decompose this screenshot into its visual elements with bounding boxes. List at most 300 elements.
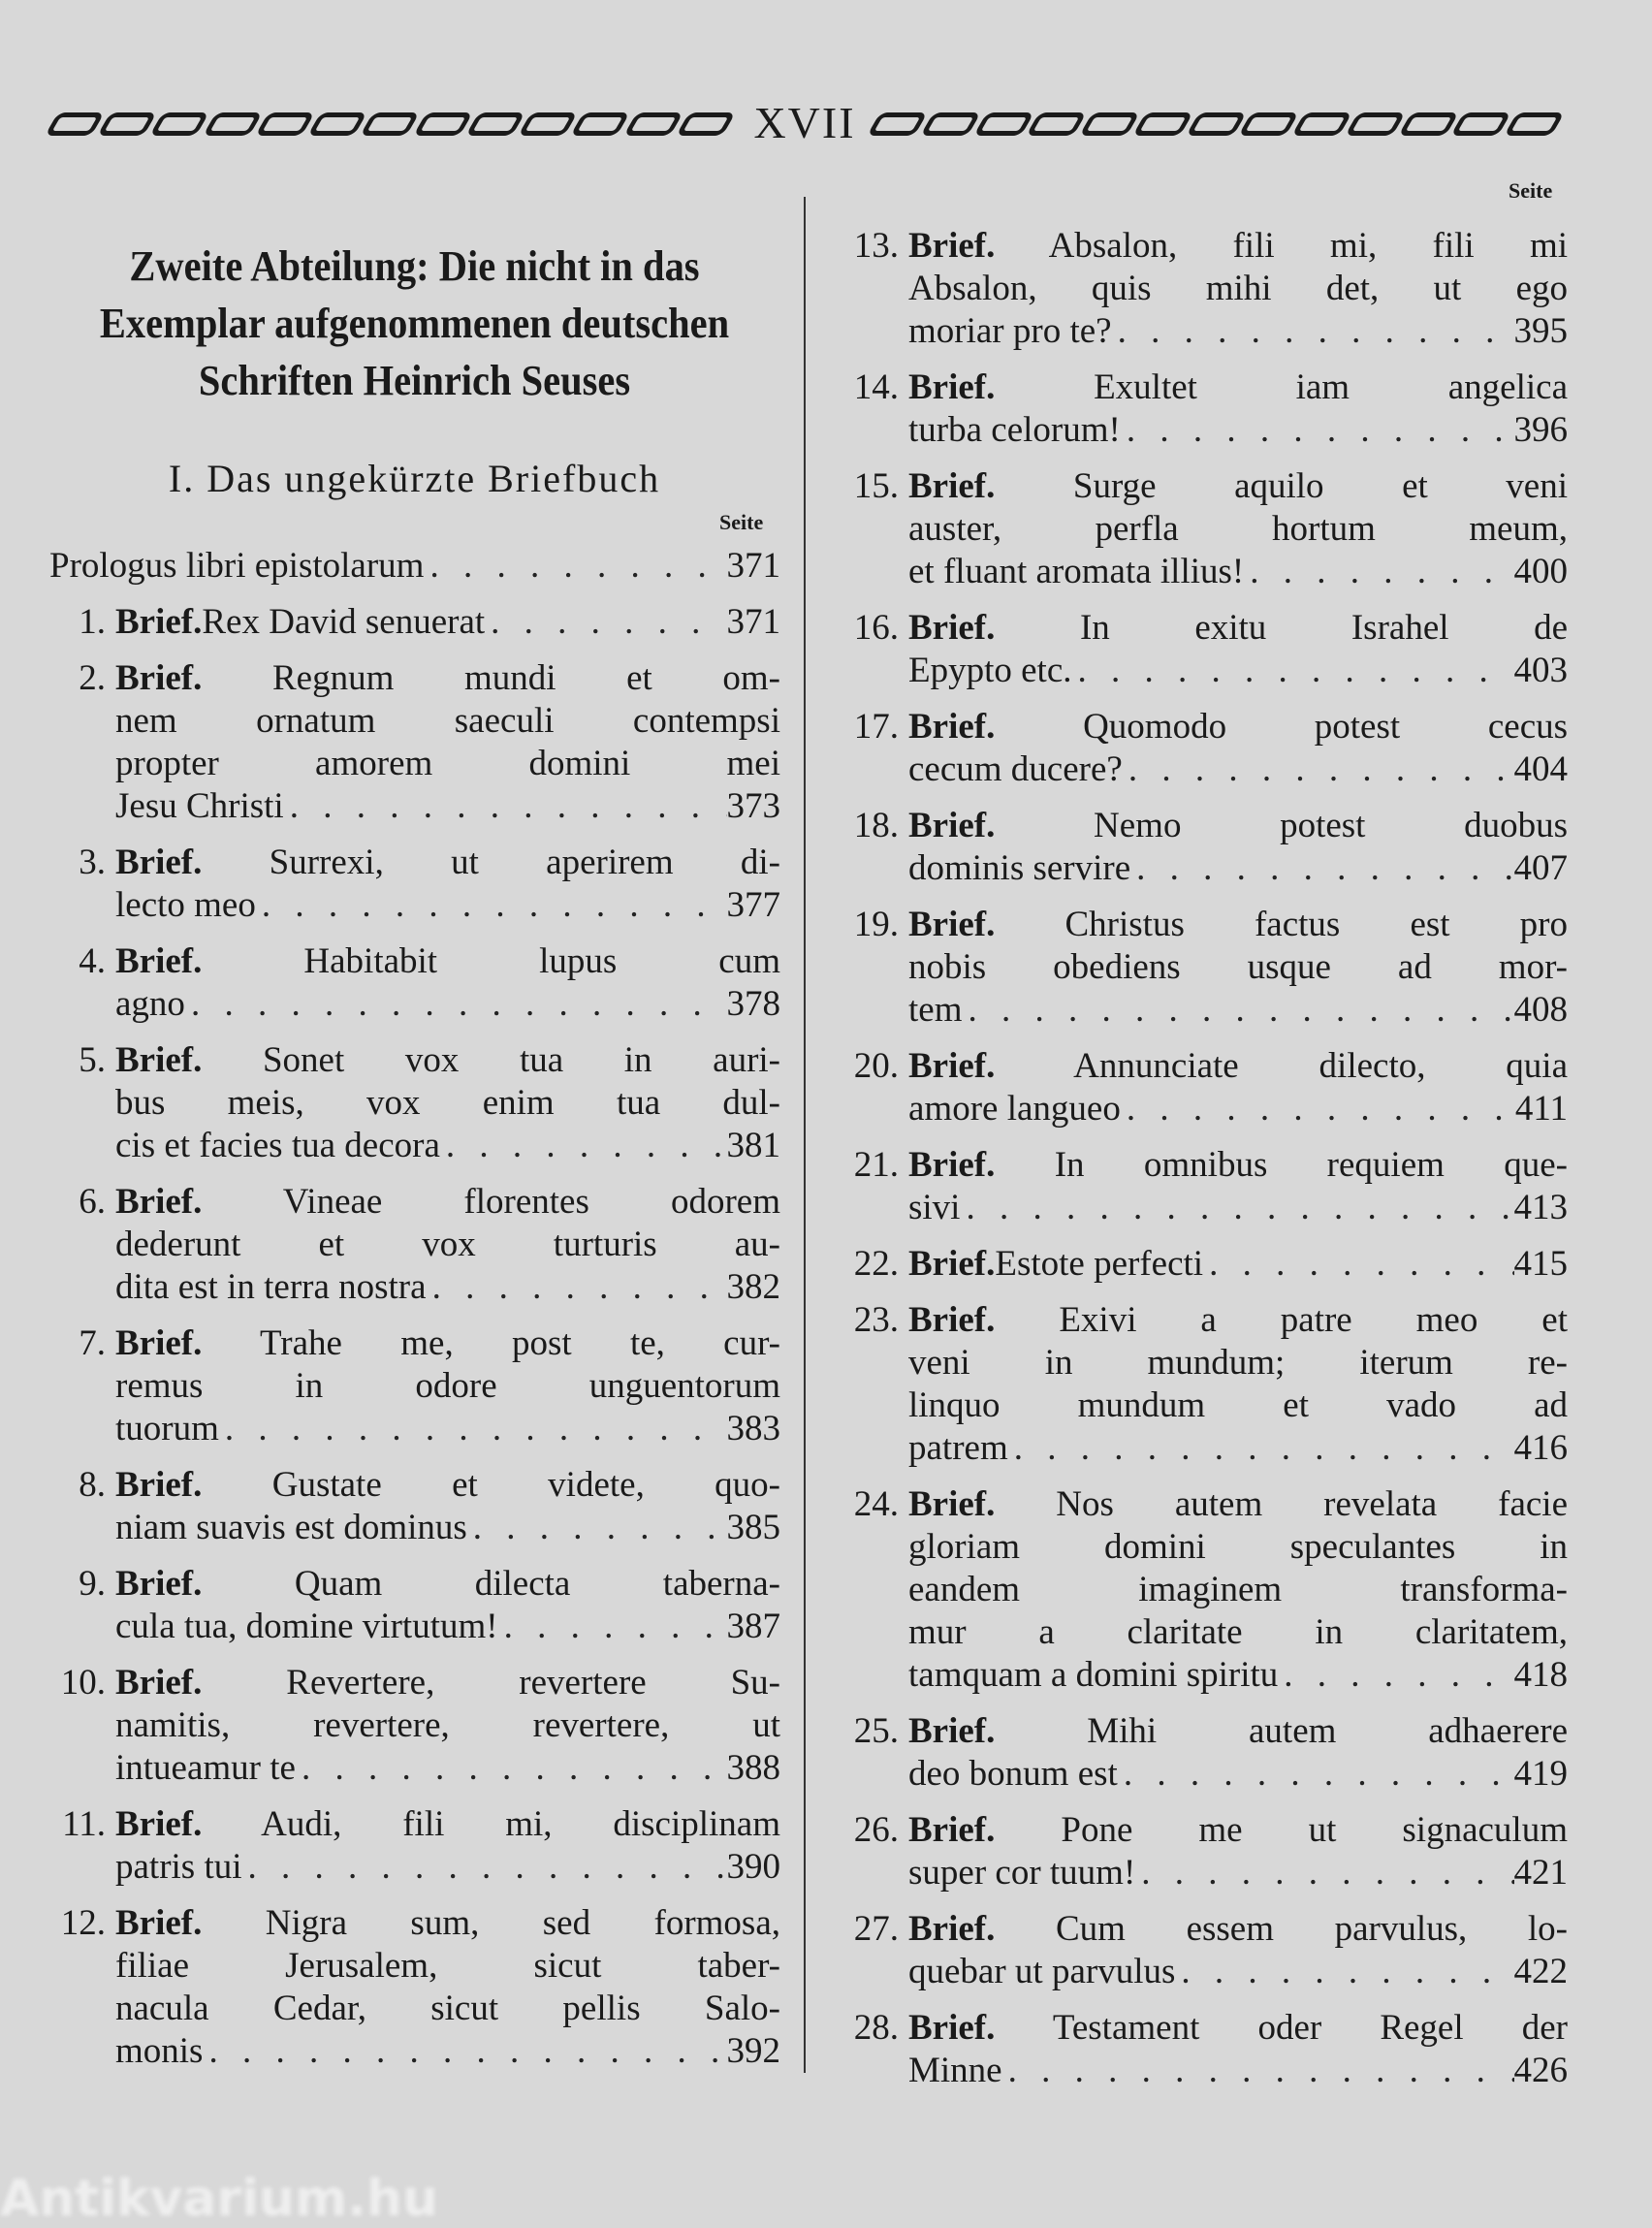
entry-line: [115, 657, 780, 700]
entry-line: [908, 1654, 1568, 1697]
brief-label: Brief.: [115, 658, 203, 698]
toc-entry: [49, 601, 780, 644]
entry-number: 2.: [79, 658, 106, 698]
entry-line: [908, 1710, 1568, 1753]
page-number: XVII: [753, 98, 856, 147]
toc-entry: [833, 1483, 1568, 1697]
entry-text: Regnum mundi et om-: [271, 658, 780, 698]
entry-body: [115, 1181, 780, 1309]
entry-line: [115, 601, 780, 644]
entry-body: [908, 805, 1568, 890]
entry-line: [908, 268, 1568, 310]
brief-label: Brief.: [908, 1244, 996, 1284]
entry-text: Nos autem revelata facie: [1056, 1484, 1569, 1524]
watermark: Antikvarium.hu: [0, 2170, 438, 2228]
entry-text: Exivi a patre meo et: [1059, 1300, 1568, 1340]
entry-body: [908, 607, 1568, 692]
entry-line: [908, 551, 1568, 593]
page-ref: 383: [726, 1409, 780, 1448]
entry-text: Epypto etc.: [908, 651, 1072, 690]
page-ref: 388: [726, 1748, 780, 1788]
entry-number: 4.: [79, 941, 106, 981]
dot-leader: [284, 785, 727, 828]
entry-line: [908, 508, 1568, 551]
entry-line: [908, 1385, 1568, 1427]
dot-leader: [1118, 1753, 1514, 1796]
entry-number: 27.: [853, 1909, 899, 1949]
entry-line: [115, 1563, 780, 1606]
page-ref: 426: [1513, 2051, 1568, 2090]
brief-label: Brief.: [115, 1663, 203, 1703]
entry-body: [908, 706, 1568, 791]
entry-text: remus in odore unguentorum: [115, 1366, 780, 1406]
entry-number: 14.: [853, 367, 899, 407]
ornamental-border-left: [48, 105, 732, 143]
page-ref: 371: [726, 602, 780, 642]
entry-text: Mihi autem adhaerere: [1087, 1711, 1569, 1751]
page-ref: 371: [726, 546, 780, 586]
entry-line: [115, 1039, 780, 1082]
brief-label: Brief.: [115, 1465, 203, 1505]
entry-line: [115, 1507, 780, 1549]
page-ref: 415: [1513, 1244, 1568, 1284]
dot-leader: [467, 1507, 727, 1549]
dot-leader: [485, 601, 726, 644]
entry-number: 26.: [853, 1810, 899, 1850]
entry-text: Surge aquilo et veni: [1072, 466, 1569, 506]
brief-label: Brief.: [908, 2008, 996, 2048]
dot-leader: [1072, 650, 1514, 692]
entry-line: [908, 1342, 1568, 1385]
entry-number: 28.: [853, 2008, 899, 2048]
entry-body: [115, 1464, 780, 1549]
toc-entry-prologus: [49, 545, 780, 588]
dot-leader: [440, 1125, 727, 1167]
brief-label: Brief.: [115, 1323, 203, 1363]
entry-body: [908, 1243, 1568, 1286]
brief-label: Brief.: [908, 466, 996, 506]
entry-body: [908, 225, 1568, 353]
entry-line: [908, 1611, 1568, 1654]
page-ref: 407: [1513, 848, 1568, 888]
dot-leader: [427, 1266, 727, 1309]
entry-body: [908, 2007, 1568, 2092]
entry-text: quebar ut parvulus: [908, 1952, 1176, 1991]
entry-line: [908, 1427, 1568, 1470]
entry-number: 21.: [853, 1145, 899, 1185]
brief-label: Brief.: [115, 941, 203, 981]
entry-text: Absalon, fili mi, fili mi: [1048, 226, 1568, 266]
entry-line: [115, 1704, 780, 1747]
entry-body: [115, 940, 780, 1026]
entry-line: [115, 1846, 780, 1889]
entry-number: 22.: [853, 1244, 899, 1284]
brief-label: Brief.: [115, 1903, 203, 1943]
entry-text: dederunt et vox turturis au-: [115, 1225, 780, 1264]
toc-entry: [49, 1902, 780, 2073]
entry-text: Jesu Christi: [115, 786, 284, 826]
entry-text: mur a claritate in claritatem,: [908, 1612, 1568, 1652]
page-ref: 392: [726, 2031, 780, 2071]
entry-text: Minne: [908, 2051, 1002, 2090]
entry-text: Cum essem parvulus, lo-: [1056, 1909, 1569, 1949]
entry-text: nem ornatum saeculi contempsi: [115, 701, 780, 741]
entry-text: cis et facies tua decora: [115, 1126, 440, 1165]
toc-left-column: [49, 545, 780, 2086]
brief-label: Brief.: [908, 905, 996, 944]
dot-leader: [256, 884, 727, 927]
entry-line: [115, 1606, 780, 1648]
entry-text: bus meis, vox enim tua dul-: [115, 1083, 780, 1123]
entry-text: Nemo potest duobus: [1094, 806, 1568, 845]
entry-line: [115, 1224, 780, 1266]
brief-label: Brief.: [115, 602, 203, 642]
brief-label: Brief.: [908, 1300, 996, 1340]
entry-body: [908, 366, 1568, 452]
entry-number: 5.: [79, 1040, 106, 1080]
seite-label-left: Seite: [719, 510, 764, 534]
toc-entry: [833, 1243, 1568, 1286]
entry-text: eandem imaginem transforma-: [908, 1570, 1568, 1609]
brief-label: Brief.: [115, 1182, 203, 1222]
brief-label: Brief.: [908, 1810, 996, 1850]
entry-text: Vineae florentes odorem: [282, 1182, 780, 1222]
entry-number: 18.: [853, 806, 899, 845]
dot-leader: [1130, 847, 1513, 890]
entry-body: [908, 1809, 1568, 1894]
entry-text: dominis servire: [908, 848, 1131, 888]
dot-leader: [424, 545, 726, 588]
entry-body: [115, 1039, 780, 1167]
entry-text: linquo mundum et vado ad: [908, 1385, 1568, 1425]
toc-entry: [833, 465, 1568, 593]
entry-number: 19.: [853, 905, 899, 944]
entry-text: lecto meo: [115, 885, 256, 925]
dot-leader: [498, 1606, 727, 1648]
entry-number: 1.: [79, 602, 106, 642]
page-ref: 404: [1513, 749, 1568, 789]
toc-entry: [833, 1299, 1568, 1470]
toc-entry: [833, 1144, 1568, 1229]
entry-line: [908, 1951, 1568, 1993]
toc-right-column: [833, 225, 1568, 2106]
page-ref: 373: [726, 786, 780, 826]
entry-body: [908, 1045, 1568, 1130]
subheading: I. Das ungekürzte Briefbuch: [168, 457, 661, 500]
toc-entry: [833, 366, 1568, 452]
entry-text: super cor tuum!: [908, 1853, 1136, 1893]
dot-leader: [1135, 1852, 1513, 1894]
entry-text: Quomodo potest cecus: [1083, 707, 1569, 747]
entry-text: tem: [908, 990, 963, 1030]
page-ref: 382: [726, 1267, 780, 1307]
page-ref: 390: [726, 1847, 780, 1887]
entry-body: [908, 1710, 1568, 1796]
entry-line: [115, 1945, 780, 1988]
entry-line: [908, 904, 1568, 946]
entry-line: [908, 225, 1568, 268]
entry-line: [908, 1753, 1568, 1796]
dot-leader: [962, 989, 1513, 1032]
entry-number: 7.: [79, 1323, 106, 1363]
page-ref: 419: [1513, 1754, 1568, 1794]
entry-line: [115, 1747, 780, 1790]
entry-text: Pone me ut signaculum: [1061, 1810, 1568, 1850]
page-ref: 421: [1513, 1853, 1568, 1893]
entry-line: [908, 1852, 1568, 1894]
toc-entry: [833, 1809, 1568, 1894]
entry-line: [908, 2007, 1568, 2050]
page-ref: 396: [1513, 410, 1568, 450]
entry-number: 9.: [79, 1564, 106, 1604]
dot-leader: [203, 2030, 726, 2073]
entry-line: [908, 1526, 1568, 1569]
entry-text: deo bonum est: [908, 1754, 1118, 1794]
entry-line: [908, 847, 1568, 890]
entry-text: Revertere, revertere Su-: [286, 1663, 781, 1703]
entry-line: [115, 743, 780, 785]
entry-text: Audi, fili mi, disciplinam: [261, 1804, 780, 1844]
page-ref: 387: [726, 1607, 780, 1646]
toc-entry: [49, 1662, 780, 1790]
entry-line: [908, 1908, 1568, 1951]
entry-text: Testament oder Regel der: [1052, 2008, 1568, 2048]
entry-line: [908, 1299, 1568, 1342]
brief-label: Brief.: [908, 367, 996, 407]
brief-label: Brief.: [115, 1564, 203, 1604]
entry-line: [908, 748, 1568, 791]
entry-line: [115, 1365, 780, 1408]
entry-line: [908, 1809, 1568, 1852]
dot-leader: [960, 1187, 1513, 1229]
entry-line: [115, 842, 780, 884]
entry-text: Nigra sum, sed formosa,: [265, 1903, 780, 1943]
section-title-line: Zweite Abteilung: Die nicht in das: [129, 242, 700, 290]
entry-line: [908, 366, 1568, 409]
entry-text: veni in mundum; iterum re-: [908, 1343, 1568, 1383]
brief-label: Brief.: [908, 1046, 996, 1086]
toc-entry: [49, 1322, 780, 1450]
entry-text: amore langueo: [908, 1089, 1121, 1129]
entry-number: 24.: [853, 1484, 899, 1524]
brief-label: Brief.: [908, 806, 996, 845]
entry-number: 15.: [853, 466, 899, 506]
entry-title: Prologus libri epistolarum: [49, 546, 425, 586]
entry-text: turba celorum!: [908, 410, 1121, 450]
entry-text: dita est in terra nostra: [115, 1267, 427, 1307]
entry-text: auster, perfla hortum meum,: [908, 509, 1568, 549]
dot-leader: [1123, 748, 1514, 791]
entry-text: niam suavis est dominus: [115, 1508, 467, 1547]
dot-leader: [1203, 1243, 1513, 1286]
entry-body: [908, 1144, 1568, 1229]
entry-line: [115, 1662, 780, 1704]
toc-entry: [49, 1803, 780, 1889]
dot-leader: [219, 1408, 727, 1450]
entry-text: moriar pro te?: [908, 311, 1112, 351]
entry-line: [908, 946, 1568, 989]
page-ref: 400: [1513, 552, 1568, 591]
entry-text: patris tui: [115, 1847, 242, 1887]
page-ref: 381: [726, 1126, 780, 1165]
entry-line: [115, 1464, 780, 1507]
entry-number: 12.: [60, 1903, 106, 1943]
dot-leader: [1175, 1951, 1513, 1993]
section-title: [79, 238, 750, 409]
page-ref: 378: [726, 984, 780, 1024]
dot-leader: [242, 1846, 727, 1889]
entry-text: Sonet vox tua in auri-: [262, 1040, 781, 1080]
toc-entry: [49, 842, 780, 927]
brief-label: Brief.: [115, 1804, 203, 1844]
entry-number: 20.: [853, 1046, 899, 1086]
entry-line: [908, 409, 1568, 452]
dot-leader: [1121, 1088, 1515, 1130]
page-ref: 385: [726, 1508, 780, 1547]
entry-line: [908, 465, 1568, 508]
ornamental-border-right: [871, 105, 1561, 143]
entry-text: Trahe me, post te, cur-: [260, 1323, 780, 1363]
entry-line: [115, 1322, 780, 1365]
dot-leader: [1244, 551, 1513, 593]
entry-body: [115, 1902, 780, 2073]
dot-leader: [1002, 2050, 1514, 2092]
entry-number: 23.: [853, 1300, 899, 1340]
dot-leader: [1278, 1654, 1513, 1697]
entry-number: 6.: [79, 1182, 106, 1222]
page-ref: 377: [726, 885, 780, 925]
entry-line: [908, 1483, 1568, 1526]
brief-label: Brief.: [115, 843, 203, 882]
entry-line: [115, 1803, 780, 1846]
page-ref: 408: [1513, 990, 1568, 1030]
toc-entry: [833, 225, 1568, 353]
entry-number: 11.: [62, 1804, 106, 1844]
entry-line: [115, 1082, 780, 1125]
entry-line: [115, 884, 780, 927]
toc-entry: [49, 940, 780, 1026]
entry-line: [908, 989, 1568, 1032]
brief-label: Brief.: [908, 1711, 996, 1751]
entry-line: [908, 1569, 1568, 1611]
entry-text: propter amorem domini mei: [115, 744, 780, 783]
page-ref: 416: [1513, 1428, 1568, 1468]
entry-line: [908, 650, 1568, 692]
section-title-line: Exemplar aufgenommenen deutschen: [99, 300, 730, 347]
entry-text: Quam dilecta taberna-: [294, 1564, 780, 1604]
entry-number: 17.: [853, 707, 899, 747]
toc-entry: [833, 805, 1568, 890]
toc-entry: [833, 607, 1568, 692]
entry-line: [908, 1243, 1568, 1286]
entry-body: [115, 1563, 780, 1648]
entry-body: [908, 1483, 1568, 1697]
brief-label: Brief.: [908, 1909, 996, 1949]
page-ref: 403: [1513, 651, 1568, 690]
dot-leader: [185, 983, 727, 1026]
entry-text: Gustate et videte, quo-: [271, 1465, 781, 1505]
entry-line: [908, 310, 1568, 353]
entry-body: [908, 904, 1568, 1032]
brief-label: Brief.: [908, 1145, 996, 1185]
entry-line: [908, 1187, 1568, 1229]
brief-label: Brief.: [115, 1040, 203, 1080]
entry-line: [115, 2030, 780, 2073]
toc-entry: [49, 657, 780, 828]
entry-body: [908, 1908, 1568, 1993]
entry-line: [908, 1045, 1568, 1088]
entry-text: tamquam a domini spiritu: [908, 1655, 1279, 1695]
brief-label: Brief.: [908, 1484, 996, 1524]
page-ref: 413: [1513, 1188, 1568, 1227]
entry-text: namitis, revertere, revertere, ut: [115, 1705, 780, 1745]
entry-line: [908, 805, 1568, 847]
entry-text: cecum ducere?: [908, 749, 1123, 789]
entry-text: intueamur te: [115, 1748, 296, 1788]
entry-text: patrem: [908, 1428, 1008, 1468]
entry-line: [115, 983, 780, 1026]
entry-text: monis: [115, 2031, 204, 2071]
toc-entry: [833, 1908, 1568, 1993]
entry-line: [115, 1408, 780, 1450]
entry-number: 8.: [79, 1465, 106, 1505]
entry-body: [908, 1299, 1568, 1470]
entry-number: 13.: [853, 226, 899, 266]
entry-text: Surrexi, ut aperirem di-: [269, 843, 780, 882]
dot-leader: [296, 1747, 727, 1790]
entry-text: Annunciate dilecto, quia: [1073, 1046, 1569, 1086]
entry-body: [115, 1662, 780, 1790]
entry-line: [115, 700, 780, 743]
dot-leader: [1112, 310, 1514, 353]
brief-label: Brief.: [908, 608, 996, 648]
entry-text: Estote perfecti: [995, 1244, 1204, 1284]
brief-label: Brief.: [908, 226, 996, 266]
seite-label-right: Seite: [1509, 178, 1553, 203]
entry-text: In exitu Israhel de: [1079, 608, 1568, 648]
entry-body: [908, 465, 1568, 593]
entry-text: Christus factus est pro: [1064, 905, 1568, 944]
toc-entry: [49, 1039, 780, 1167]
entry-number: 16.: [853, 608, 899, 648]
entry-body: [115, 1803, 780, 1889]
column-divider: [804, 197, 806, 2073]
entry-body: [115, 1322, 780, 1450]
entry-number: 10.: [60, 1663, 106, 1703]
entry-text: tuorum: [115, 1409, 219, 1448]
page-ref: 395: [1513, 311, 1568, 351]
entry-text: cula tua, domine virtutum!: [115, 1607, 498, 1646]
toc-entry: [49, 1464, 780, 1549]
toc-entry: [833, 904, 1568, 1032]
entry-text: Exultet iam angelica: [1094, 367, 1569, 407]
entry-line: [908, 1144, 1568, 1187]
entry-line: [115, 785, 780, 828]
entry-text: nacula Cedar, sicut pellis Salo-: [115, 1989, 780, 2028]
entry-line: [908, 607, 1568, 650]
entry-text: et fluant aromata illius!: [908, 552, 1245, 591]
entry-text: gloriam domini speculantes in: [908, 1527, 1568, 1567]
entry-text: sivi: [908, 1188, 961, 1227]
page-ref: 422: [1513, 1952, 1568, 1991]
entry-text: agno: [115, 984, 185, 1024]
entry-line: [115, 1125, 780, 1167]
toc-entry: [833, 1710, 1568, 1796]
entry-body: [115, 601, 780, 644]
entry-text: Habitabit lupus cum: [303, 941, 780, 981]
entry-line: [115, 1988, 780, 2030]
entry-line: [115, 940, 780, 983]
